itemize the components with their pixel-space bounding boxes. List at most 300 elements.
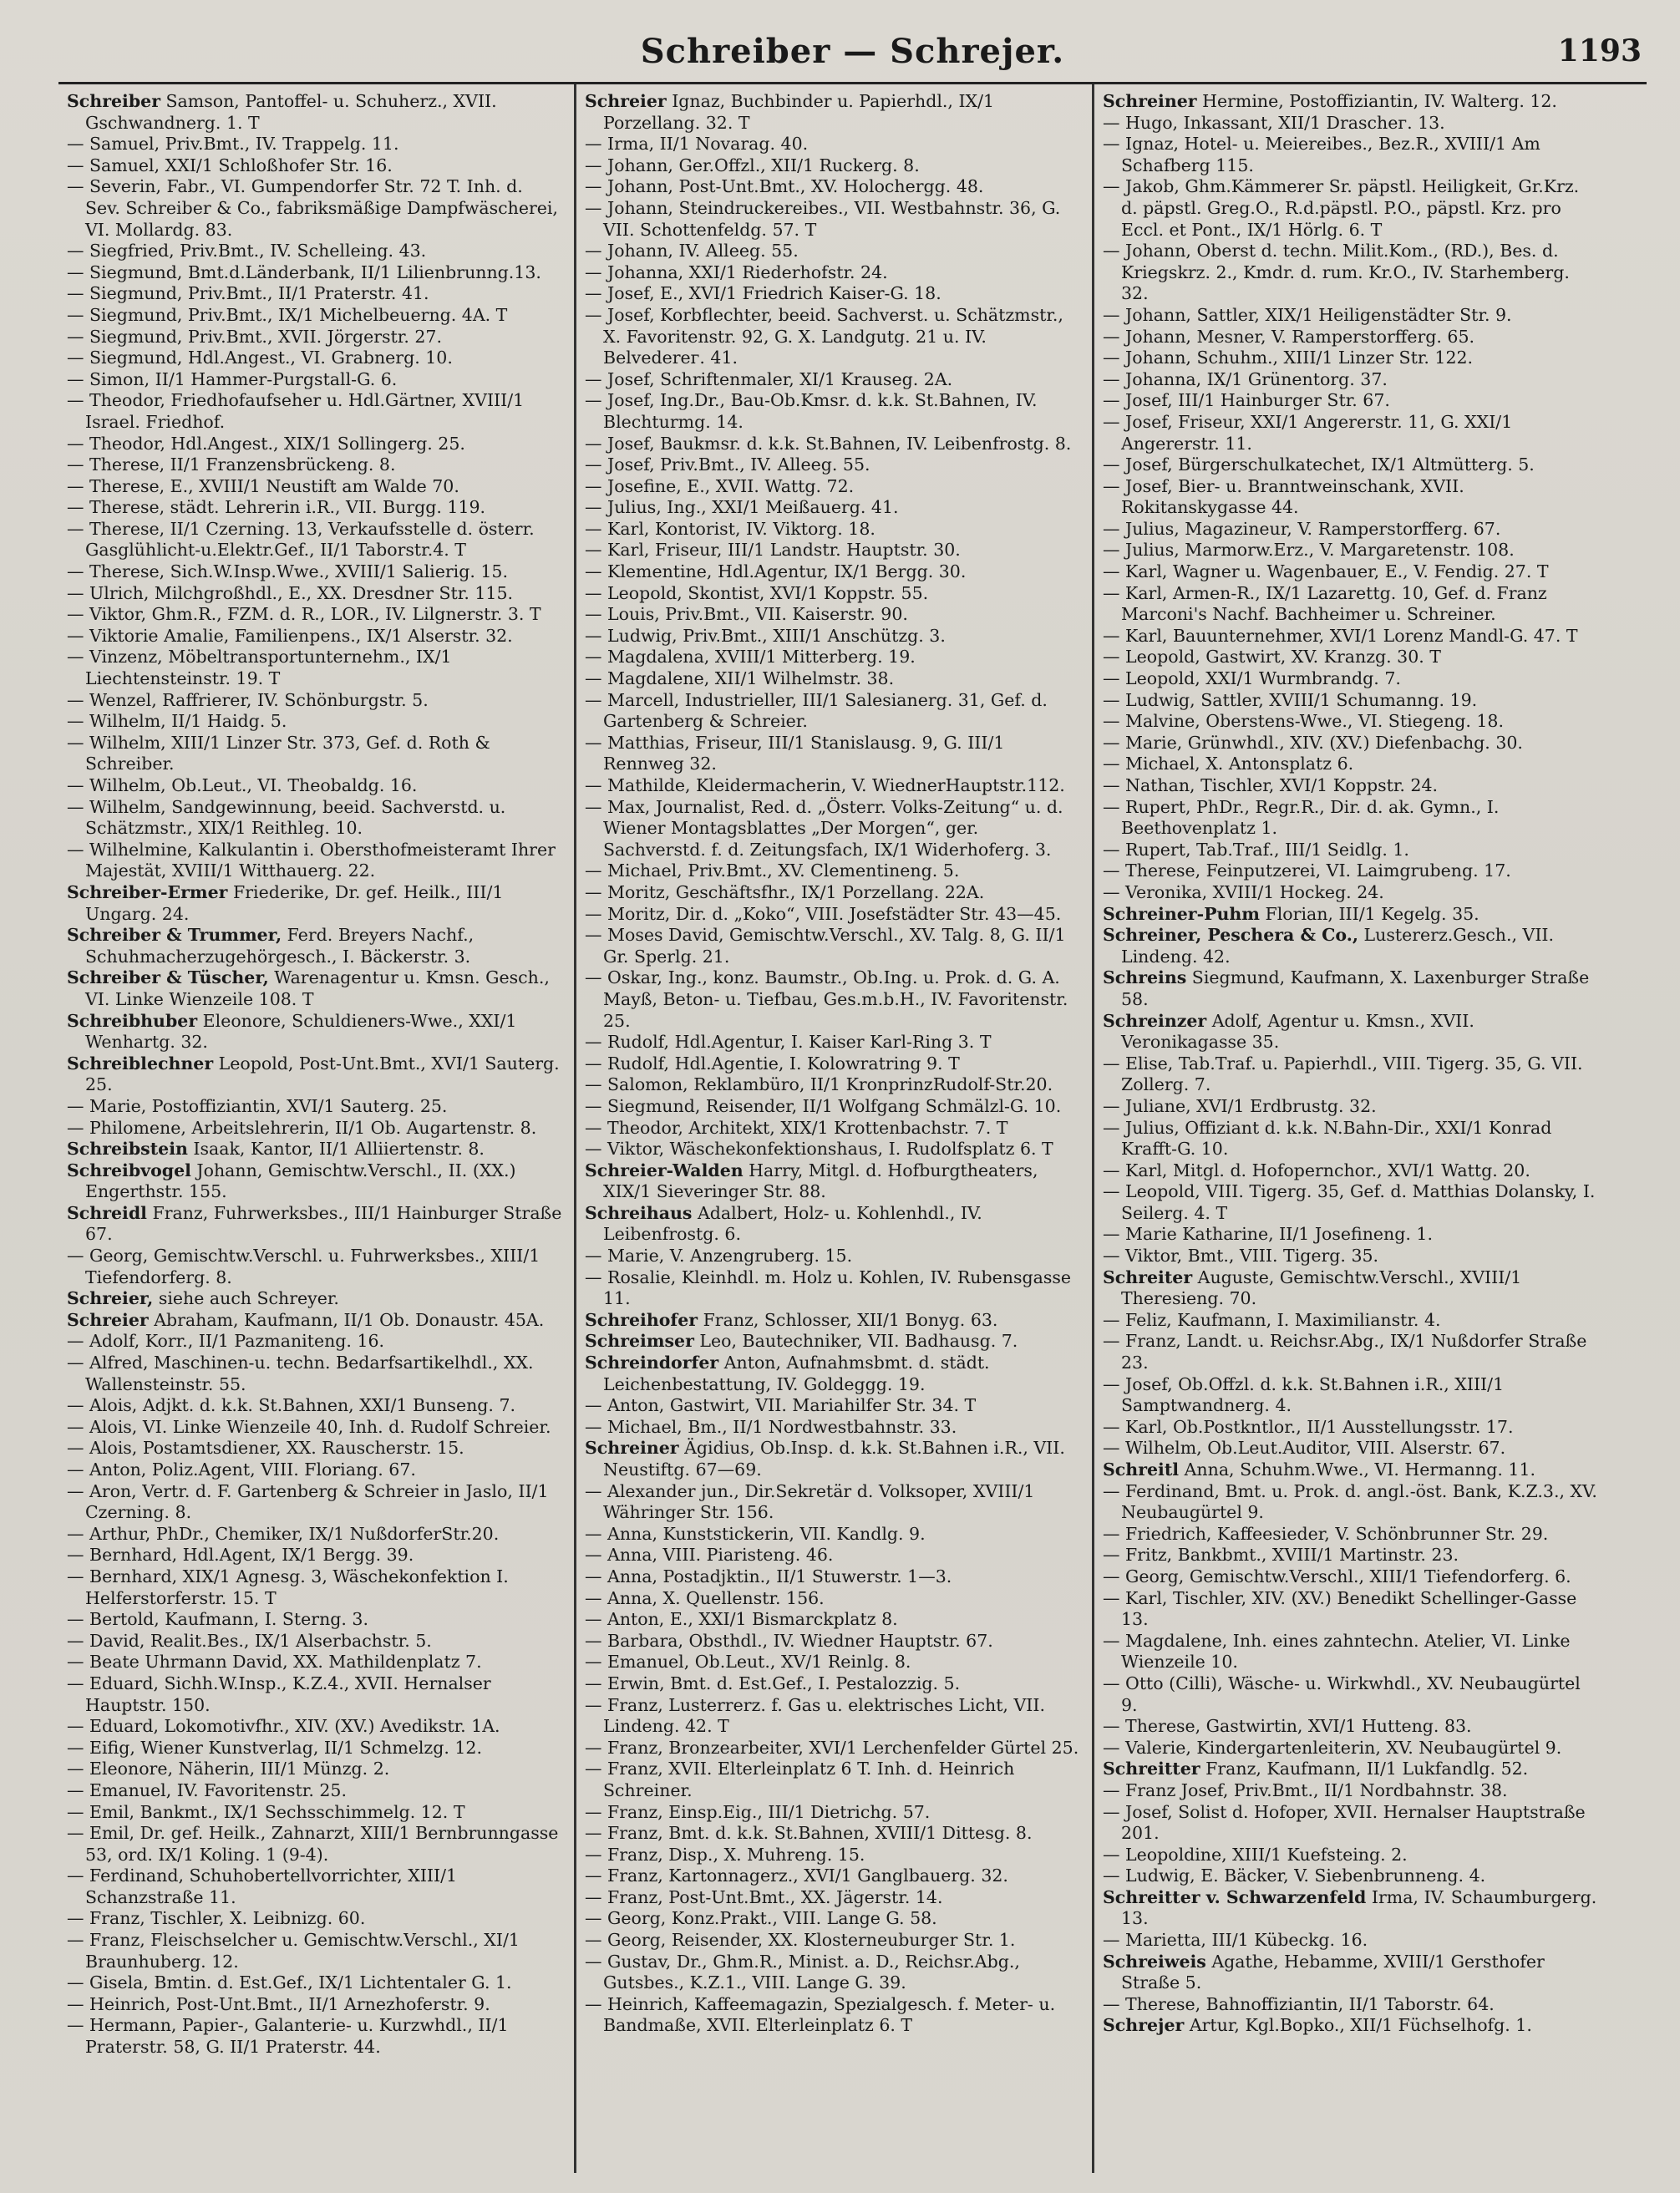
entry-surname: Schreiber-Ermer — [67, 881, 228, 902]
directory-entry — [67, 561, 562, 583]
entry-text: — Viktor, Wäschekonfektionshaus, I. Rudolfsplatz 6. T — [585, 1139, 1053, 1160]
directory-entry — [585, 1845, 1080, 1866]
entry-text: — Therese, Bahnoffiziantin, II/1 Taborstr. 64. — [1103, 1993, 1495, 2014]
entry-surname: Schreiber & Trummer, — [67, 925, 282, 946]
directory-entry — [67, 1652, 562, 1673]
entry-text: — Viktor, Ghm.R., FZM. d. R., LOR., IV. Lilgnerstr. 3. T — [67, 604, 541, 625]
entry-text: — Josef, Solist d. Hofoper, XVII. Hernalser Hauptstraße 201. — [1103, 1801, 1586, 1844]
entry-text: Warenagentur u. Kmsn. Gesch., VI. Linke Wienzeile 108. T — [85, 967, 550, 1009]
entry-text: — Karl, Mitgl. d. Hofopernchor., XVI/1 Wattg. 20. — [1103, 1160, 1530, 1180]
directory-entry — [585, 1908, 1080, 1930]
entry-text: — Karl, Armen-R., IX/1 Lazarettg. 10, Gef. d. Franz Marconi's Nachf. Bachheimer u. Schreiner. — [1103, 582, 1547, 625]
entry-text: — Leopold, XXI/1 Wurmbrandg. 7. — [1103, 668, 1401, 689]
entry-text: — Karl, Kontorist, IV. Viktorg. 18. — [585, 518, 876, 539]
entry-surname: Schreier, — [67, 1288, 154, 1309]
entry-text: — Fritz, Bankbmt., XVIII/1 Martinstr. 23. — [1103, 1545, 1459, 1566]
directory-entry — [585, 497, 1080, 519]
entry-surname: Schrejer — [1103, 2015, 1185, 2036]
directory-entry — [585, 1759, 1080, 1801]
entry-surname: Schreins — [1103, 967, 1187, 988]
directory-entry — [585, 690, 1080, 733]
entry-text: siehe auch Schreyer. — [153, 1288, 339, 1309]
columns — [58, 82, 1647, 2173]
entry-text: — Therese, Feinputzerei, VI. Laimgrubeng. 17. — [1103, 860, 1511, 881]
entry-text: — Siegmund, Reisender, II/1 Wolfgang Schmälzl-G. 10. — [585, 1095, 1062, 1116]
directory-entry — [1103, 1267, 1601, 1310]
entry-text: — Gustav, Dr., Ghm.R., Minist. a. D., Reichsr.Abg., Gutsbes., K.Z.1., VIII. Lange G. 39. — [585, 1951, 1020, 1993]
entry-text: — Aron, Vertr. d. F. Gartenberg & Schreier in Jaslo, II/1 Czerning. 8. — [67, 1480, 549, 1523]
entry-text: — Georg, Gemischtw.Verschl. u. Fuhrwerksbes., XIII/1 Tiefendorferg. 8. — [67, 1246, 541, 1287]
entry-text: — Michael, Priv.Bmt., XV. Clementineng. 5. — [585, 860, 960, 881]
entry-text: — Feliz, Kaufmann, I. Maximilianstr. 4. — [1103, 1309, 1441, 1330]
directory-entry — [67, 1310, 562, 1332]
entry-text: — Alois, Adjkt. d. k.k. St.Bahnen, XXI/1 Bunseng. 7. — [67, 1395, 516, 1416]
entry-text: — Marie, Postoffiziantin, XVI/1 Sauterg. 25. — [67, 1095, 448, 1116]
entry-text: — Siegmund, Priv.Bmt., IX/1 Michelbeuerng. 4A. T — [67, 304, 508, 325]
entry-text: Anton, Aufnahmsbmt. d. städt. Leichenbestattung, IV. Goldeggg. 19. — [603, 1353, 990, 1394]
entry-text: Friederike, Dr. gef. Heilk., III/1 Ungarg. 24. — [85, 881, 504, 924]
entry-text: — Josef, Bier- u. Branntweinschank, XVII. Rokitanskygasse 44. — [1103, 475, 1464, 518]
directory-entry — [67, 1139, 562, 1160]
entry-text: — Eduard, Sichh.W.Insp., K.Z.4., XVII. Hernalser Hauptstr. 150. — [67, 1673, 491, 1715]
directory-entry — [67, 797, 562, 840]
directory-entry — [67, 1823, 562, 1866]
entry-text: — Georg, Konz.Prakt., VIII. Lange G. 58. — [585, 1908, 937, 1929]
entry-text: — Josef, Bürgerschulkatechet, IX/1 Altmütterg. 5. — [1103, 454, 1535, 475]
directory-entry — [1103, 1417, 1601, 1439]
entry-text: Adalbert, Holz- u. Kohlenhdl., IV. Leibenfrostg. 6. — [603, 1202, 982, 1245]
entry-text: — Ludwig, Sattler, XVIII/1 Schumanng. 19. — [1103, 689, 1478, 710]
entry-text: — Josef, Ing.Dr., Bau-Ob.Kmsr. d. k.k. St.Bahnen, IV. Blechturmg. 14. — [585, 390, 1038, 432]
entry-text: — Franz, Kartonnagerz., XVI/1 Ganglbauerg. 32. — [585, 1866, 1008, 1886]
directory-entry — [1103, 711, 1601, 733]
directory-entry — [1103, 348, 1601, 369]
directory-entry — [67, 1994, 562, 2016]
entry-surname: Schreimser — [585, 1331, 694, 1352]
directory-entry — [1103, 1118, 1601, 1160]
directory-entry — [1103, 113, 1601, 135]
directory-entry — [585, 1203, 1080, 1246]
entry-text: Anna, Schuhm.Wwe., VI. Hermanng. 11. — [1179, 1459, 1536, 1480]
entry-text: — Theodor, Friedhofaufseher u. Hdl.Gärtner, XVIII/1 Israel. Friedhof. — [67, 390, 525, 432]
directory-entry — [67, 1417, 562, 1439]
directory-entry — [1103, 1716, 1601, 1738]
entry-text: — Franz, Tischler, X. Leibnizg. 60. — [67, 1908, 366, 1929]
entry-text: Florian, III/1 Kegelg. 35. — [1260, 903, 1480, 924]
directory-entry — [1103, 1759, 1601, 1780]
directory-entry — [585, 519, 1080, 541]
entry-text: — Johanna, IX/1 Grünentorg. 37. — [1103, 368, 1388, 389]
directory-entry — [67, 1631, 562, 1652]
directory-entry — [1103, 583, 1601, 626]
directory-entry — [67, 497, 562, 519]
directory-entry — [67, 1673, 562, 1716]
entry-text: — Johanna, XXI/1 Riederhofstr. 24. — [585, 261, 888, 282]
entry-text: — Barbara, Obsthdl., IV. Wiedner Hauptstr. 67. — [585, 1630, 993, 1651]
directory-entry — [1103, 1011, 1601, 1053]
directory-entry — [1103, 797, 1601, 840]
entry-text: — Siegmund, Bmt.d.Länderbank, II/1 Lilienbrunng.13. — [67, 261, 541, 282]
directory-entry — [1103, 775, 1601, 797]
entry-text: — Jakob, Ghm.Kämmerer Sr. päpstl. Heiligkeit, Gr.Krz. d. päpstl. Greg.O., R.d.päpstl. P.O., päpstl. Krz. pro Eccl. et Pont., IX/1 Hörlg. 6. T — [1103, 176, 1580, 240]
directory-entry — [1103, 1524, 1601, 1546]
entry-text: — Georg, Gemischtw.Verschl., XIII/1 Tiefendorferg. 6. — [1103, 1566, 1571, 1586]
directory-entry — [585, 1160, 1080, 1203]
directory-entry — [1103, 967, 1601, 1010]
directory-entry — [67, 1738, 562, 1759]
entry-text: — Leopoldine, XIII/1 Kuefsteing. 2. — [1103, 1844, 1408, 1865]
entry-surname: Schreinzer — [1103, 1010, 1207, 1031]
entry-text: Franz, Kaufmann, II/1 Lukfandlg. 52. — [1200, 1759, 1529, 1779]
directory-entry — [585, 1053, 1080, 1075]
entry-text: — Franz, Post-Unt.Bmt., XX. Jägerstr. 14. — [585, 1886, 943, 1907]
entry-text: — Ignaz, Hotel- u. Meiereibes., Bez.R., XVIII/1 Am Schafberg 115. — [1103, 134, 1540, 175]
directory-entry — [67, 369, 562, 391]
entry-text: Agathe, Hebamme, XVIII/1 Gersthofer Straße 5. — [1121, 1951, 1545, 1993]
entry-text: — Alfred, Maschinen-u. techn. Bedarfsartikelhdl., XX. Wallensteinstr. 55. — [67, 1353, 534, 1394]
entry-text: — Juliane, XVI/1 Erdbrustg. 32. — [1103, 1095, 1377, 1116]
entry-text: — Franz, XVII. Elterleinplatz 6 T. Inh. d. Heinrich Schreiner. — [585, 1759, 1015, 1800]
directory-entry — [1103, 476, 1601, 519]
entry-text: — Heinrich, Post-Unt.Bmt., II/1 Arnezhoferstr. 9. — [67, 1993, 490, 2014]
directory-entry — [585, 1952, 1080, 1994]
entry-text: — Oskar, Ing., konz. Baumstr., Ob.Ing. u. Prok. d. G. A. Mayß, Beton- u. Tiefbau, Ges.m.b.H., IV. Favoritenstr. 25. — [585, 967, 1068, 1031]
entry-text: — Johann, Steindruckereibes., VII. Westbahnstr. 36, G. VII. Schottenfeldg. 57. T — [585, 197, 1061, 240]
entry-text: — Ludwig, Priv.Bmt., XIII/1 Anschützg. 3. — [585, 625, 946, 646]
entry-text: Lustererz.Gesch., VII. Lindeng. 42. — [1121, 925, 1555, 967]
entry-text: — Veronika, XVIII/1 Hockeg. 24. — [1103, 881, 1384, 902]
directory-entry — [585, 1887, 1080, 1909]
entry-text: — Hermann, Papier-, Galanterie- u. Kurzwhdl., II/1 Praterstr. 58, G. II/1 Praterstr. 44. — [67, 2015, 509, 2058]
entry-text: — Malvine, Oberstens-Wwe., VI. Stiegeng. 18. — [1103, 711, 1504, 732]
directory-entry — [1103, 1374, 1601, 1417]
directory-entry — [585, 967, 1080, 1032]
entry-text: — Viktor, Bmt., VIII. Tigerg. 35. — [1103, 1246, 1379, 1267]
entry-text: — Eleonore, Näherin, III/1 Münzg. 2. — [67, 1759, 390, 1779]
directory-entry — [585, 305, 1080, 369]
directory-entry — [1103, 882, 1601, 904]
directory-entry — [1103, 904, 1601, 926]
directory-entry — [1103, 412, 1601, 454]
entry-text: — Ferdinand, Schuhobertellvorrichter, XIII/1 Schanzstraße 11. — [67, 1866, 458, 1907]
directory-entry — [1103, 1780, 1601, 1802]
entry-text: — Wilhelm, Ob.Leut., VI. Theobaldg. 16. — [67, 775, 418, 795]
entry-text: — Josef, Priv.Bmt., IV. Alleeg. 55. — [585, 454, 870, 475]
directory-entry — [585, 1609, 1080, 1631]
directory-entry — [1103, 561, 1601, 583]
directory-entry — [67, 434, 562, 455]
entry-surname: Schreier-Walden — [585, 1160, 744, 1180]
entry-text: — Therese, Sich.W.Insp.Wwe., XVIII/1 Salierig. 15. — [67, 561, 508, 582]
directory-entry — [67, 1053, 562, 1096]
directory-entry — [585, 583, 1080, 605]
entry-text: — Franz, Bronzearbeiter, XVI/1 Lerchenfelder Gürtel 25. — [585, 1737, 1079, 1758]
entry-text: — Marie Katharine, II/1 Josefineng. 1. — [1103, 1224, 1433, 1245]
directory-entry — [1103, 1481, 1601, 1524]
directory-entry — [585, 134, 1080, 155]
directory-entry — [585, 1866, 1080, 1887]
directory-entry — [1103, 1952, 1601, 1994]
entry-text: — Simon, II/1 Hammer-Purgstall-G. 6. — [67, 368, 398, 389]
entry-text: — Franz, Bmt. d. k.k. St.Bahnen, XVIII/1 Dittesg. 8. — [585, 1823, 1033, 1844]
entry-text: — Salomon, Reklambüro, II/1 KronprinzRudolf-Str.20. — [585, 1074, 1053, 1095]
directory-entry — [585, 1438, 1080, 1480]
entry-text: — Siegmund, Priv.Bmt., II/1 Praterstr. 41. — [67, 283, 429, 304]
entry-text: — Rosalie, Kleinhdl. m. Holz u. Kohlen, IV. Rubensgasse 11. — [585, 1267, 1072, 1309]
entry-surname: Schreiter — [1103, 1267, 1193, 1287]
entry-text: — Karl, Ob.Postkntlor., II/1 Ausstellungsstr. 17. — [1103, 1416, 1514, 1437]
directory-entry — [67, 1759, 562, 1780]
directory-entry — [585, 91, 1080, 134]
directory-entry — [585, 476, 1080, 498]
directory-entry — [67, 1118, 562, 1140]
entry-text: — Anton, Poliz.Agent, VIII. Floriang. 67. — [67, 1459, 416, 1480]
directory-entry — [585, 1395, 1080, 1417]
directory-entry — [67, 1353, 562, 1395]
entry-text: — Josefine, E., XVII. Wattg. 72. — [585, 475, 855, 496]
entry-text: — Georg, Reisender, XX. Klosterneuburger Str. 1. — [585, 1930, 1016, 1951]
entry-text: — Michael, Bm., II/1 Nordwestbahnstr. 33. — [585, 1416, 957, 1437]
entry-text: — Moritz, Dir. d. „Koko“, VIII. Josefstädter Str. 43—45. — [585, 903, 1062, 924]
entry-surname: Schreiber — [67, 91, 160, 111]
directory-entry — [67, 775, 562, 797]
directory-entry — [67, 1288, 562, 1310]
directory-entry — [585, 1417, 1080, 1439]
directory-entry — [67, 840, 562, 882]
entry-text: — Anna, X. Quellenstr. 156. — [585, 1587, 825, 1608]
directory-entry — [585, 797, 1080, 861]
entry-text: — Beate Uhrmann David, XX. Mathildenplatz 7. — [67, 1652, 482, 1673]
directory-entry — [1103, 1930, 1601, 1952]
directory-entry — [67, 1802, 562, 1824]
directory-entry — [585, 1139, 1080, 1160]
entry-text: — Siegfried, Priv.Bmt., IV. Schelleing. 43. — [67, 241, 427, 261]
directory-entry — [67, 1866, 562, 1908]
directory-entry — [585, 1353, 1080, 1395]
entry-text: Auguste, Gemischtw.Verschl., XVIII/1 Theresieng. 70. — [1121, 1267, 1522, 1309]
entry-text: — Vinzenz, Möbeltransportunternehm., IX/1 Liechtensteinstr. 19. T — [67, 647, 452, 689]
entry-surname: Schreihaus — [585, 1202, 693, 1223]
entry-surname: Schreiblechner — [67, 1053, 214, 1074]
entry-text: — Gisela, Bmtin. d. Est.Gef., IX/1 Lichtentaler G. 1. — [67, 1972, 512, 1993]
directory-entry — [585, 561, 1080, 583]
directory-entry — [67, 1566, 562, 1609]
directory-entry — [67, 134, 562, 155]
entry-surname: Schreitl — [1103, 1459, 1180, 1480]
entry-text: — Emanuel, IV. Favoritenstr. 25. — [67, 1779, 347, 1800]
entry-text: — Leopold, Skontist, XVI/1 Koppstr. 55. — [585, 582, 929, 603]
directory-entry — [67, 1930, 562, 1972]
entry-text: — Emanuel, Ob.Leut., XV/1 Reinlg. 8. — [585, 1652, 911, 1673]
directory-entry — [585, 241, 1080, 262]
entry-text: — Franz, Landt. u. Reichsr.Abg., IX/1 Nußdorfer Straße 23. — [1103, 1331, 1587, 1373]
entry-text: — Matthias, Friseur, III/1 Stanislausg. 9, G. III/1 Rennweg 32. — [585, 732, 1005, 774]
directory-entry — [1103, 1866, 1601, 1887]
directory-entry — [585, 176, 1080, 198]
directory-entry — [67, 967, 562, 1010]
entry-text: — Julius, Ing., XXI/1 Meißauerg. 41. — [585, 497, 899, 518]
entry-text: — Friedrich, Kaffeesieder, V. Schönbrunner Str. 29. — [1103, 1523, 1549, 1544]
entry-text: — Julius, Magazineur, V. Ramperstorfferg. 67. — [1103, 518, 1501, 539]
directory-entry — [1103, 91, 1601, 113]
directory-entry — [1103, 860, 1601, 882]
directory-entry — [1103, 327, 1601, 348]
entry-text: — Severin, Fabr., VI. Gumpendorfer Str. 72 T. Inh. d. Sev. Schreiber & Co., fabriksmäßige Dampfwäscherei, VI. Mollardg. 83. — [67, 176, 558, 240]
entry-text: — Eduard, Lokomotivfhr., XIV. (XV.) Avedikstr. 1A. — [67, 1716, 500, 1737]
directory-entry — [67, 305, 562, 327]
entry-text: — Erwin, Bmt. d. Est.Gef., I. Pestalozzig. 5. — [585, 1673, 961, 1693]
directory-entry — [67, 1011, 562, 1053]
entry-text: Franz, Fuhrwerksbes., III/1 Hainburger Straße 67. — [85, 1202, 562, 1245]
entry-text: — Marie, Grünwhdl., XIV. (XV.) Diefenbachg. 30. — [1103, 732, 1523, 753]
directory-entry — [1103, 1459, 1601, 1481]
directory-entry — [67, 176, 562, 241]
entry-text: — Hugo, Inkassant, XII/1 Draschег. 13. — [1103, 112, 1445, 133]
entry-surname: Schreiner — [585, 1438, 679, 1459]
entry-text: — Valerie, Kindergartenleiterin, XV. Neubaugürtel 9. — [1103, 1737, 1562, 1758]
entry-text: — Wilhelm, XIII/1 Linzer Str. 373, Gef. d. Roth & Schreiber. — [67, 732, 490, 774]
entry-text: — Bernhard, Hdl.Agent, IX/1 Bergg. 39. — [67, 1545, 414, 1566]
entry-text: — Franz, Disp., X. Muhreng. 15. — [585, 1844, 865, 1865]
entry-text: — Wilhelmine, Kalkulantin i. Obersthofmeisteramt Ihrer Majestät, XVIII/1 Witthauerg. 22. — [67, 839, 556, 881]
directory-entry — [585, 1545, 1080, 1566]
directory-entry — [585, 1802, 1080, 1824]
entry-text: — Johann, Ger.Offzl., XII/1 Ruckerg. 8. — [585, 155, 920, 175]
entry-text: — Josef, E., XVI/1 Friedrich Kaiser-G. 18. — [585, 283, 942, 304]
entry-text: — Magdalena, XVIII/1 Mitterberg. 19. — [585, 647, 916, 668]
directory-entry — [585, 904, 1080, 926]
entry-text: — Anna, VIII. Piaristeng. 46. — [585, 1545, 834, 1566]
entry-text: — Therese, Gastwirtin, XVI/1 Hutteng. 83. — [1103, 1716, 1472, 1737]
entry-text: — Bernhard, XIX/1 Agnesg. 3, Wäschekonfektion I. Helferstorferstr. 15. T — [67, 1566, 509, 1608]
directory-entry — [585, 198, 1080, 241]
directory-entry — [1103, 1994, 1601, 2016]
directory-entry — [67, 454, 562, 476]
directory-entry — [585, 434, 1080, 455]
directory-entry — [1103, 1246, 1601, 1267]
directory-entry — [1103, 647, 1601, 668]
directory-entry — [1103, 690, 1601, 712]
directory-entry — [1103, 1802, 1601, 1845]
directory-entry — [585, 604, 1080, 626]
directory-entry — [585, 1096, 1080, 1118]
entry-text: — Anton, E., XXI/1 Bismarckplatz 8. — [585, 1609, 898, 1630]
entry-text: — Rudolf, Hdl.Agentur, I. Kaiser Karl-Ring 3. T — [585, 1032, 992, 1053]
entry-text: — Josef, Baukmsr. d. k.k. St.Bahnen, IV. Leibenfrostg. 8. — [585, 433, 1072, 454]
entry-text: — Therese, städt. Lehrerin i.R., VII. Burgg. 119. — [67, 497, 486, 518]
directory-entry — [585, 647, 1080, 668]
entry-text: — Klementine, Hdl.Agentur, IX/1 Bergg. 30. — [585, 561, 967, 582]
entry-surname: Schreidl — [67, 1202, 147, 1223]
directory-entry — [585, 775, 1080, 797]
page-header — [58, 23, 1647, 82]
entry-text: Isaak, Kantor, II/1 Alliiertenstr. 8. — [187, 1139, 485, 1160]
directory-entry — [1103, 369, 1601, 391]
directory-entry — [1103, 540, 1601, 561]
directory-entry — [67, 1716, 562, 1738]
directory-entry — [585, 925, 1080, 967]
directory-entry — [585, 860, 1080, 882]
entry-text: — Anna, Postadjktin., II/1 Stuwerstr. 1—3. — [585, 1566, 952, 1586]
entry-text: — Julius, Marmorw.Erz., V. Margaretenstr. 108. — [1103, 540, 1515, 561]
entry-text: — Alois, Postamtsdiener, XX. Rauscherstr. 15. — [67, 1438, 464, 1459]
entry-text: — Ulrich, Milchgroßhdl., E., XX. Dresdner Str. 115. — [67, 582, 514, 603]
entry-text: — Josef, III/1 Hainburger Str. 67. — [1103, 390, 1390, 411]
entry-text: — Magdalene, Inh. eines zahntechn. Atelier, VI. Linke Wienzeile 10. — [1103, 1630, 1571, 1673]
entry-text: — Josef, Korbflechter, beeid. Sachverst. u. Schätzmstr., X. Favoritenstr. 92, G. X. Landgutg. 21 u. IV. Belvederег. 41. — [585, 304, 1063, 368]
entry-text: Adolf, Agentur u. Kmsn., XVII. Veronikagasse 35. — [1121, 1010, 1474, 1053]
entry-text: — Marie, V. Anzengruberg. 15. — [585, 1246, 853, 1267]
directory-entry — [1103, 1545, 1601, 1566]
entry-text: — Karl, Tischler, XIV. (XV.) Benedikt Schellinger-Gasse 13. — [1103, 1587, 1577, 1630]
directory-entry — [67, 647, 562, 689]
entry-text: — Johann, Post-Unt.Bmt., XV. Holochergg. 48. — [585, 176, 984, 197]
directory-entry — [67, 583, 562, 605]
entry-surname: Schreiweis — [1103, 1951, 1206, 1972]
directory-entry — [1103, 390, 1601, 412]
directory-entry — [585, 1930, 1080, 1952]
directory-entry — [1103, 241, 1601, 305]
entry-text: — Josef, Schriftenmaler, XI/1 Krauseg. 2A. — [585, 368, 953, 389]
entry-text: — Marcell, Industrieller, III/1 Salesianerg. 31, Gef. d. Gartenberg & Schreier. — [585, 689, 1048, 732]
directory-entry — [67, 882, 562, 925]
entry-text: — Josef, Friseur, XXI/1 Angererstr. 11, G. XXI/1 Angererstr. 11. — [1103, 411, 1513, 454]
directory-entry — [67, 519, 562, 561]
directory-entry — [67, 690, 562, 712]
directory-entry — [585, 454, 1080, 476]
entry-surname: Schreier — [67, 1309, 149, 1330]
entry-text: — Marietta, III/1 Kübeckg. 16. — [1103, 1930, 1368, 1951]
directory-entry — [67, 283, 562, 305]
entry-surname: Schreiber & Tüscher, — [67, 967, 269, 988]
entry-surname: Schreindorfer — [585, 1353, 719, 1373]
directory-entry — [1103, 733, 1601, 754]
directory-entry — [1103, 2015, 1601, 2037]
directory-entry — [67, 1395, 562, 1417]
directory-entry — [67, 626, 562, 647]
entry-text: — Franz, Einsp.Eig., III/1 Dietrichg. 57. — [585, 1801, 931, 1822]
entry-text: — Julius, Offiziant d. k.k. N.Bahn-Dir., XXI/1 Konrad Krafft-G. 10. — [1103, 1117, 1552, 1160]
directory-entry — [1103, 1160, 1601, 1182]
directory-entry — [585, 1823, 1080, 1845]
entry-text: — Arthur, PhDr., Chemiker, IX/1 NußdorferStr.20. — [67, 1523, 500, 1544]
entry-text: — Rudolf, Hdl.Agentie, I. Kolowratring 9. T — [585, 1053, 960, 1074]
entry-text: — Rupert, Tab.Traf., III/1 Seidlg. 1. — [1103, 839, 1409, 860]
entry-text: — Emil, Dr. gef. Heilk., Zahnarzt, XIII/1 Bernbrunngasse 53, ord. IX/1 Koling. 1 (9-4). — [67, 1823, 559, 1865]
directory-entry — [67, 1545, 562, 1566]
entry-text: Irma, IV. Schaumburgerg. 13. — [1121, 1886, 1597, 1929]
entry-text: Ferd. Breyers Nachf., Schuhmacherzugehörgesch., I. Bäckerstr. 3. — [85, 925, 475, 967]
directory-entry — [1103, 176, 1601, 241]
entry-text: — Leopold, Gastwirt, XV. Kranzg. 30. T — [1103, 647, 1441, 668]
entry-text: — Franz, Fleischselcher u. Gemischtw.Verschl., XI/1 Braunhuberg. 12. — [67, 1930, 520, 1972]
directory-entry — [1103, 1738, 1601, 1759]
entry-text: — Otto (Cilli), Wäsche- u. Wirkwhdl., XV. Neubaugürtel 9. — [1103, 1673, 1581, 1715]
directory-entry — [585, 540, 1080, 561]
directory-entry — [67, 1481, 562, 1524]
entry-text: — Josef, Ob.Offzl. d. k.k. St.Bahnen i.R., XIII/1 Samptwandnerg. 4. — [1103, 1373, 1505, 1416]
entry-text: — Viktorie Amalie, Familienpens., IX/1 Alserstr. 32. — [67, 625, 513, 646]
entry-text: Samson, Pantoffel- u. Schuherz., XVII. Gschwandnerg. 1. T — [85, 91, 497, 133]
directory-entry — [585, 1118, 1080, 1140]
page-title: Schreiber — Schrejer. — [640, 32, 1065, 71]
entry-text: — Therese, E., XVIII/1 Neustift am Walde 70. — [67, 475, 459, 496]
entry-surname: Schreibstein — [67, 1139, 188, 1160]
entry-text: — Theodor, Architekt, XIX/1 Krottenbachstr. 7. T — [585, 1117, 1008, 1138]
directory-entry — [67, 241, 562, 262]
directory-entry — [1103, 1310, 1601, 1332]
entry-text: Artur, Kgl.Bopko., XII/1 Füchselhofg. 1. — [1184, 2015, 1532, 2036]
